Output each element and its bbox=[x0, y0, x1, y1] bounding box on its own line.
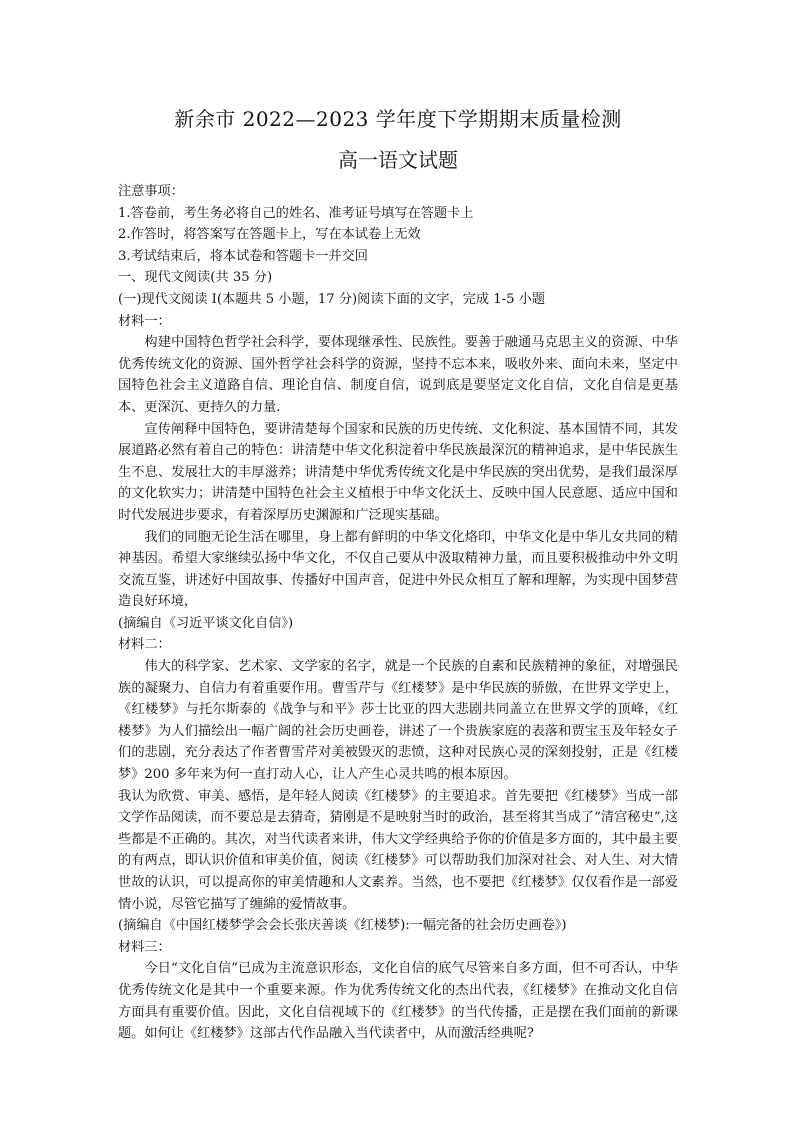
material-paragraph: 构建中国特色哲学社会科学，要体现继承性、民族性。要善于融通马克思主义的资源、中华优秀传统文化的资源、国外哲学社会科学的资源，坚持不忘本来，吸收外来、面向未来，坚定中国特色社会主义道路自信、理论自信、制度自信，说到底是要坚定文化自信，文化自信是更基本、更深沉、更持久的力量. bbox=[118, 335, 678, 415]
exam-page bbox=[118, 104, 678, 1045]
material-source: (摘编自《习近平谈文化自信》) bbox=[118, 615, 294, 631]
exam-subtitle: 高一语文试题 bbox=[338, 148, 458, 172]
material-paragraph: 我认为欣赏、审美、感悟，是年轻人阅读《红楼梦》的主要追求。首先要把《红楼梦》当成一部文学作品阅读，而不要总是去猜奇，猜刚是不是映射当时的政治，甚至将其当成了“清宫秘史”,这些都是不正确的。其次，对当代读者来讲，伟大文学经典给予你的价值是多方面的，其中最主要的有两点，即认识价值和审美价值，阅读《红楼梦》可以帮助我们加深对社会、对人生、对大情世故的认识，可以提高你的审美情趣和人文素养。当然，也不要把《红楼梦》仅仅看作是一部爱情小说，尽管它描写了缠綿的爱情故事。 bbox=[118, 788, 678, 912]
material-label: 材料三： bbox=[118, 939, 171, 955]
material-paragraph: 我们的同胞无论生活在哪里，身上都有鲜明的中华文化烙印，中华文化是中华儿女共同的精神基因。希望大家继续弘扬中华文化，不仅自己要从中汲取精神力量，而且要积极推动中外文明交流互鉴，讲述好中国故事、传播好中国声音，促进中外民众相互了解和理解，为实现中国梦营造良好环境， bbox=[118, 529, 678, 610]
note-item: 3.考试结束后，将本试卷和答题卡一并交回 bbox=[118, 248, 368, 264]
notes-heading: 注意事项： bbox=[118, 184, 184, 199]
section-sub-heading: (一)现代文阅读 I(本题共 5 小题，17 分)阅读下面的文字，完成 1-5 小题 bbox=[118, 291, 546, 307]
material-source: (摘编自《中国红楼梦学会会长张庆善谈《红楼梦):一幅完备的社会历史画卷》) bbox=[118, 918, 567, 934]
section-heading: 一、现代文阅读(共 35 分) bbox=[118, 270, 273, 286]
note-item: 1.答卷前，考生务必将自己的姓名、准考证号填写在答题卡上 bbox=[118, 205, 474, 221]
material-paragraph: 今日“文化自信”已成为主流意识形态，文化自信的底气尽管来自多方面，但不可否认，中华优秀传统文化是其中一个重要来源。作为优秀传统文化的杰出代表，《红楼梦》在推动文化自信方面具有重要价值。因此，文化自信视域下的《红楼梦》的当代传播，正是摆在我们面前的新课题。如何让《红楼梦》这部古代作品融入当代读者中，从而激活经典呢? bbox=[118, 961, 678, 1042]
material-label: 材料一： bbox=[118, 313, 171, 329]
note-item: 2.作答时，将答案写在答题卡上，写在本试卷上无效 bbox=[118, 227, 421, 243]
exam-title: 新余市 2022—2023 学年度下学期期末质量检测 bbox=[174, 107, 622, 131]
material-paragraph: 宣传阐释中国特色，要讲清楚每个国家和民族的历史传统、文化积淀、基本国情不同，其发展道路必然有着自己的特色：讲清楚中华文化积淀着中华民族最深沉的精神追求，是中华民族生生不息、发展壮大的丰厚滋养；讲清楚中华优秀传统文化是中华民族的突出优势，是我们最深厚的文化软实力；讲清楚中国特色社会主义植根于中华文化沃土、反映中国人民意愿、适应中国和时代发展进步要求，有着深厚历史渊源和广泛现实基础。 bbox=[118, 421, 678, 523]
material-paragraph: 伟大的科学家、艺术家、文学家的名字，就是一个民族的自素和民族精神的象征，对增强民族的凝聚力、自信力有着重要作用。曹雪芹与《红楼梦》是中华民族的骄傲，在世界文学史上，《红楼梦》与托尔斯泰的《战争与和平》莎士比亚的四大悲剧共同盖立在世界文学的顶峰，《红楼梦》为人们描绘出一幅广阔的社会历史画卷，讲述了一个贵族家庭的表落和贾宝玉及年轻女子们的悲剧，充分表达了作者曹雪芹对美被毁灭的悲愤，这种对民族心灵的深刻投射，正是《红楼梦》200 多年来为何一直打动人心，让人产生心灵共鸣的根本原因。 bbox=[118, 659, 678, 783]
material-label: 材料二： bbox=[118, 637, 171, 653]
